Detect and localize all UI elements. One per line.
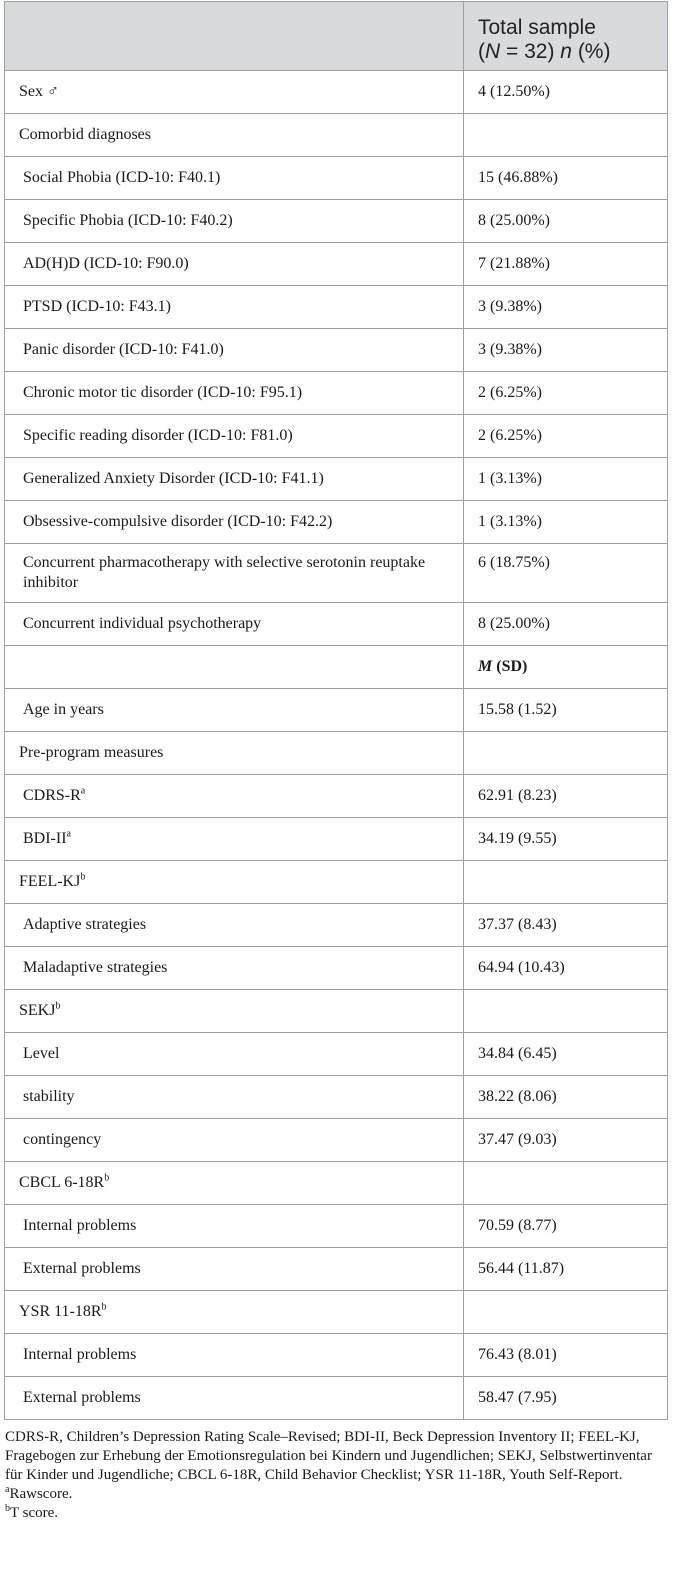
mean-header: M: [478, 658, 493, 675]
row-label: Chronic motor tic disorder (ICD-10: F95.1): [23, 384, 303, 401]
row-value-cell: [464, 1076, 668, 1119]
row-label: PTSD (ICD-10: F43.1): [23, 298, 172, 315]
row-value: 1 (3.13%): [478, 513, 542, 530]
row-value-cell: [464, 990, 668, 1033]
sd-header: (SD): [492, 658, 528, 675]
header-n-value: = 32): [500, 40, 561, 63]
header-n-open: (: [478, 40, 485, 63]
row-value-cell: [464, 1205, 668, 1248]
table-row: [5, 603, 668, 646]
row-value-cell: [464, 646, 668, 689]
table-footnotes: [4, 1420, 667, 1523]
row-label: Social Phobia (ICD-10: F40.1): [23, 169, 221, 186]
row-label-cell: [5, 1377, 464, 1420]
row-value: 38.22 (8.06): [478, 1088, 557, 1105]
row-label-cell: [5, 1119, 464, 1162]
row-value: 7 (21.88%): [478, 255, 550, 272]
table-container: [4, 1, 667, 1523]
row-label-cell: [5, 114, 464, 157]
row-value-cell: [464, 372, 668, 415]
table-row: [5, 415, 668, 458]
row-label: YSR 11-18R: [19, 1303, 102, 1320]
row-label-cell: [5, 372, 464, 415]
row-label-cell: [5, 1291, 464, 1334]
row-value: 4 (12.50%): [478, 83, 550, 100]
row-value-cell: [464, 818, 668, 861]
row-value: 76.43 (8.01): [478, 1346, 557, 1363]
row-value-cell: [464, 1377, 668, 1420]
row-value: 15.58 (1.52): [478, 701, 557, 718]
row-value: 62.91 (8.23): [478, 787, 557, 804]
row-label: CBCL 6-18R: [19, 1174, 105, 1191]
row-label: Adaptive strategies: [23, 916, 147, 933]
header-small-n: n: [560, 40, 572, 63]
row-label-cell: [5, 947, 464, 990]
row-label-cell: [5, 1162, 464, 1205]
header-percent: (%): [571, 40, 611, 63]
row-label-cell: [5, 329, 464, 372]
table-row: [5, 243, 668, 286]
row-value-cell: [464, 458, 668, 501]
table-row: [5, 775, 668, 818]
row-value-cell: [464, 286, 668, 329]
row-label: stability: [23, 1088, 75, 1105]
row-value-cell: [464, 732, 668, 775]
row-label-cell: [5, 286, 464, 329]
row-label-cell: [5, 990, 464, 1033]
footnote-marker: a: [80, 785, 86, 797]
table-row: [5, 1334, 668, 1377]
row-value-cell: [464, 243, 668, 286]
row-label-cell: [5, 861, 464, 904]
row-value-cell: [464, 1334, 668, 1377]
table-row: [5, 861, 668, 904]
header-total-sample: [464, 2, 668, 71]
row-value: 2 (6.25%): [478, 384, 542, 401]
row-value: 64.94 (10.43): [478, 959, 565, 976]
row-value-cell: [464, 1033, 668, 1076]
table-row: [5, 157, 668, 200]
row-label: Level: [23, 1045, 60, 1062]
row-label-cell: [5, 775, 464, 818]
header-empty-cell: [5, 2, 464, 71]
row-label: Obsessive-compulsive disorder (ICD-10: F42.2): [23, 513, 333, 530]
row-value-cell: [464, 1119, 668, 1162]
row-value-cell: [464, 544, 668, 603]
row-value: 56.44 (11.87): [478, 1260, 565, 1277]
row-label-cell: [5, 603, 464, 646]
table-row: [5, 1162, 668, 1205]
sample-characteristics-table: [4, 1, 668, 1420]
table-row: [5, 1033, 668, 1076]
table-row: [5, 1291, 668, 1334]
row-value: 34.19 (9.55): [478, 830, 557, 847]
row-value-cell: [464, 329, 668, 372]
row-value-cell: [464, 1248, 668, 1291]
row-value: 34.84 (6.45): [478, 1045, 557, 1062]
footnote-marker: b: [104, 1172, 110, 1184]
row-value: 8 (25.00%): [478, 212, 550, 229]
row-label: Specific Phobia (ICD-10: F40.2): [23, 212, 233, 229]
row-value: 37.47 (9.03): [478, 1131, 557, 1148]
row-value-cell: [464, 1162, 668, 1205]
row-label: AD(H)D (ICD-10: F90.0): [23, 255, 189, 272]
row-label-cell: [5, 243, 464, 286]
row-label: contingency: [23, 1131, 102, 1148]
row-value-cell: [464, 603, 668, 646]
table-row: [5, 1119, 668, 1162]
row-value: 70.59 (8.77): [478, 1217, 557, 1234]
row-label: Age in years: [23, 701, 104, 718]
row-value-cell: [464, 775, 668, 818]
table-row: [5, 1248, 668, 1291]
row-label: External problems: [23, 1389, 141, 1406]
row-label-cell: [5, 904, 464, 947]
footnote-b: [5, 1504, 667, 1523]
row-label: Pre-program measures: [19, 744, 164, 761]
table-row: [5, 329, 668, 372]
row-value-cell: [464, 200, 668, 243]
footnote-a-text: Rawscore.: [9, 1486, 73, 1502]
row-value-cell: [464, 114, 668, 157]
table-row: [5, 818, 668, 861]
row-value-cell: [464, 71, 668, 114]
table-row: [5, 904, 668, 947]
row-value: 3 (9.38%): [478, 341, 542, 358]
row-label-cell: [5, 689, 464, 732]
row-label: Internal problems: [23, 1217, 137, 1234]
row-label: Sex ♂: [19, 83, 59, 100]
row-label: Panic disorder (ICD-10: F41.0): [23, 341, 224, 358]
row-value-cell: [464, 904, 668, 947]
row-value: 37.37 (8.43): [478, 916, 557, 933]
row-label-cell: [5, 1205, 464, 1248]
footnote-a-mark: a: [5, 1484, 10, 1495]
row-label: Concurrent pharmacotherapy with selective serotonin reuptake inhibitor: [23, 554, 426, 591]
row-label-cell: [5, 1334, 464, 1377]
row-value-cell: [464, 415, 668, 458]
table-row: [5, 1076, 668, 1119]
row-label-cell: [5, 501, 464, 544]
row-label: Generalized Anxiety Disorder (ICD-10: F41.1): [23, 470, 324, 487]
row-value-cell: [464, 157, 668, 200]
row-label-cell: [5, 818, 464, 861]
table-row: [5, 689, 668, 732]
row-label: Comorbid diagnoses: [19, 126, 151, 143]
row-value-cell: [464, 689, 668, 732]
table-row: [5, 732, 668, 775]
row-label-cell: [5, 544, 464, 603]
row-label: SEKJ: [19, 1002, 56, 1019]
footnote-b-text: T score.: [10, 1505, 59, 1521]
header-total-sample-label: Total sample: [478, 16, 596, 39]
row-label-cell: [5, 1033, 464, 1076]
table-row: [5, 990, 668, 1033]
row-value: 3 (9.38%): [478, 298, 542, 315]
table-row: [5, 646, 668, 689]
row-label: Concurrent individual psychotherapy: [23, 615, 262, 632]
table-row: [5, 501, 668, 544]
table-row: [5, 372, 668, 415]
row-label: Maladaptive strategies: [23, 959, 168, 976]
table-row: [5, 1377, 668, 1420]
footnote-a: [5, 1485, 667, 1504]
row-value-cell: [464, 501, 668, 544]
table-row: [5, 947, 668, 990]
row-value: 15 (46.88%): [478, 169, 558, 186]
row-value: 8 (25.00%): [478, 615, 550, 632]
header-n-symbol: N: [485, 40, 501, 63]
table-row: [5, 286, 668, 329]
table-row: [5, 458, 668, 501]
row-value: 2 (6.25%): [478, 427, 542, 444]
row-value-cell: [464, 861, 668, 904]
row-value-cell: [464, 1291, 668, 1334]
row-label-cell: [5, 71, 464, 114]
footnote-marker: b: [101, 1301, 107, 1313]
row-label-cell: [5, 200, 464, 243]
footnote-marker: a: [66, 828, 71, 840]
row-label-cell: [5, 157, 464, 200]
abbreviations-note: CDRS-R, Children’s Depression Rating Scale–Revised; BDI-II, Beck Depression Inventory II; FEEL-KJ, Fragebogen zur Erhebung der Emotionsregulation bei Kindern und Jugendlichen; SEKJ, Selbstwertinventar für Kinder und Jugendliche; CBCL 6-18R, Child Behavior Checklist; YSR 11-18R, Youth Self-Report.: [5, 1429, 652, 1483]
row-label-cell: [5, 1248, 464, 1291]
row-label-cell: [5, 646, 464, 689]
row-label-cell: [5, 732, 464, 775]
table-row: [5, 544, 668, 603]
row-value: 58.47 (7.95): [478, 1389, 557, 1406]
row-label: FEEL-KJ: [19, 873, 81, 890]
row-label-cell: [5, 458, 464, 501]
table-row: [5, 71, 668, 114]
row-value-cell: [464, 947, 668, 990]
row-label: Specific reading disorder (ICD-10: F81.0): [23, 427, 293, 444]
row-label: Internal problems: [23, 1346, 137, 1363]
table-body: [5, 71, 668, 1420]
table-row: [5, 1205, 668, 1248]
row-label: BDI-II: [23, 830, 67, 847]
footnote-b-mark: b: [5, 1503, 10, 1514]
row-value: 6 (18.75%): [478, 554, 550, 571]
row-label: External problems: [23, 1260, 141, 1277]
row-label: CDRS-R: [23, 787, 81, 804]
row-label-cell: [5, 1076, 464, 1119]
table-row: [5, 200, 668, 243]
row-label-cell: [5, 415, 464, 458]
table-row: [5, 114, 668, 157]
footnote-marker: b: [55, 1000, 61, 1012]
row-value: 1 (3.13%): [478, 470, 542, 487]
table-header-row: [5, 2, 668, 71]
footnote-marker: b: [80, 871, 86, 883]
